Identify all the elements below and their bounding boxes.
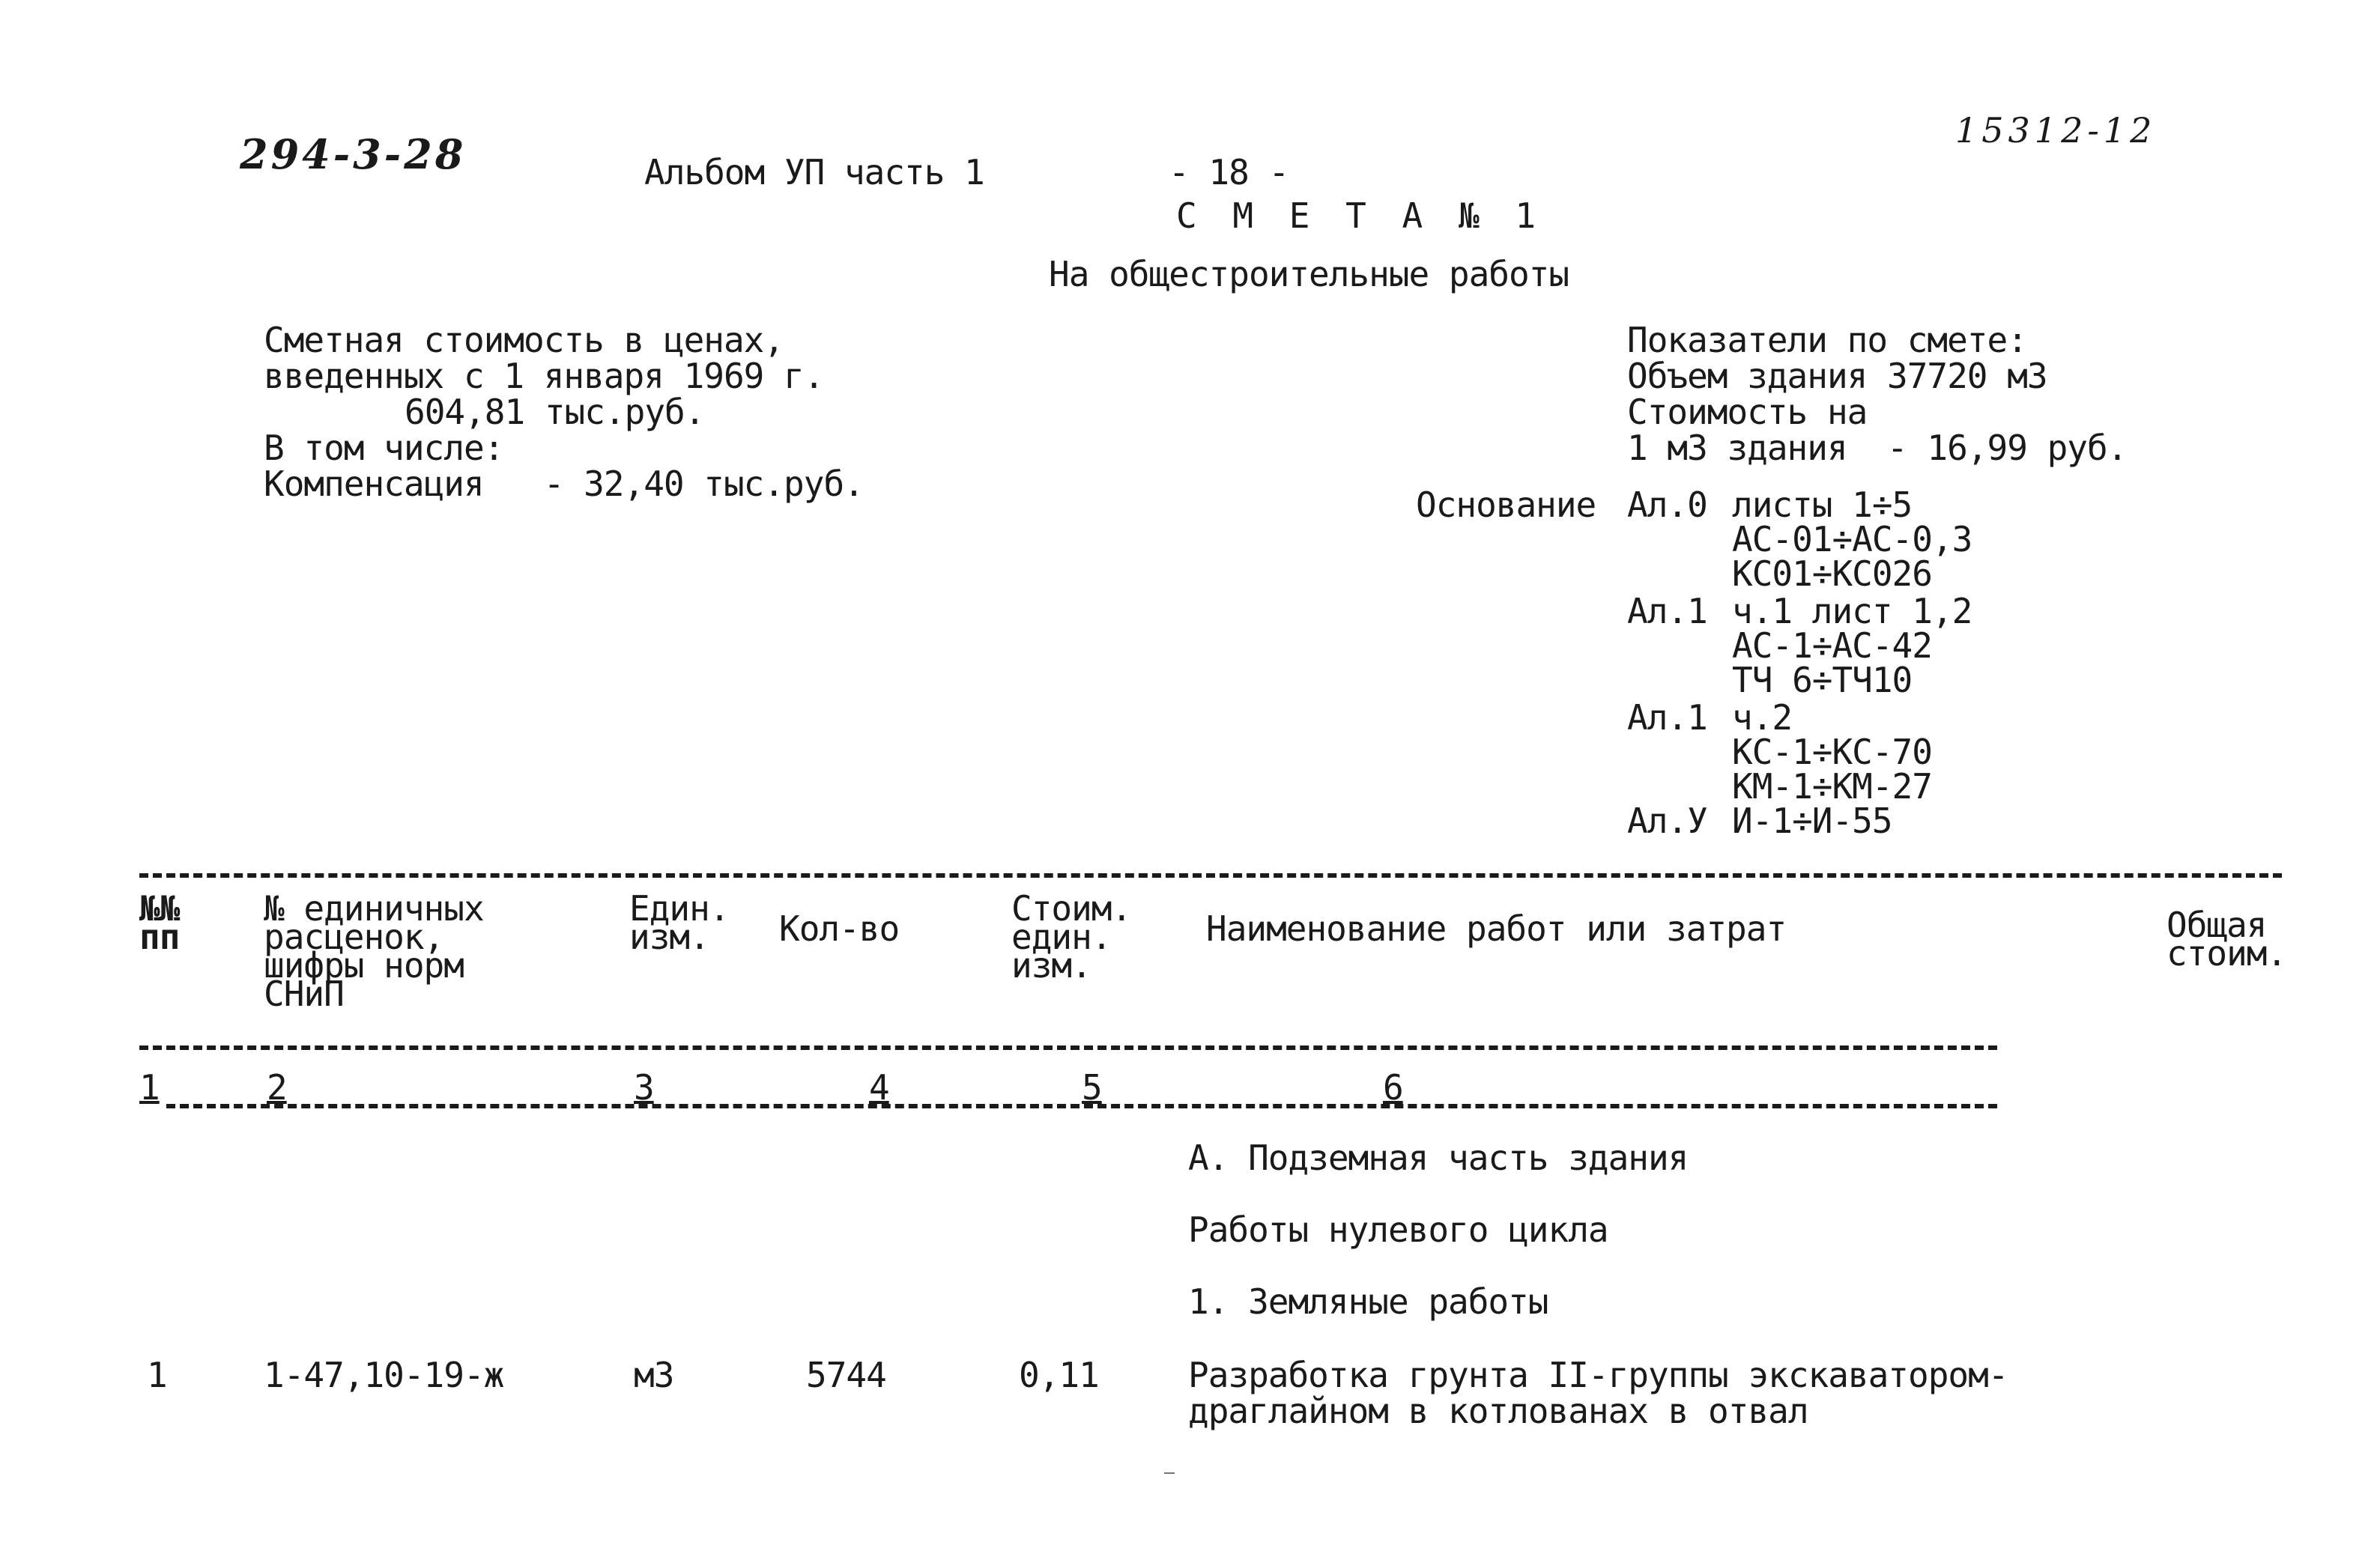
row-unit: м3 <box>634 1355 674 1395</box>
section-heading: 1. Земляные работы <box>1188 1281 1548 1322</box>
scan-speck <box>1164 1472 1175 1474</box>
table-top-rule <box>139 873 2282 878</box>
column-number: 3 <box>634 1067 654 1108</box>
column-number: 4 <box>869 1067 889 1108</box>
column-number: 6 <box>1383 1067 1403 1108</box>
total-cost: 604,81 тыс.руб. <box>405 392 705 432</box>
estimate-title: С М Е Т А № 1 <box>1176 195 1544 236</box>
row-number: 1 <box>147 1355 167 1395</box>
basis-ref: КС-1÷КС-70 <box>1732 732 1932 772</box>
header-col-unit: Един. изм. <box>629 888 730 957</box>
basis-album: Ал.У <box>1627 801 1707 841</box>
basis-album: Ал.1 <box>1627 591 1707 631</box>
basis-ref: листы 1÷5 <box>1732 485 1913 525</box>
row-code: 1-47,10-19-ж <box>264 1355 504 1395</box>
compensation-line: Компенсация - 32,40 тыс.руб. <box>264 464 864 504</box>
header-col-code: № единичных расценок, шифры норм СНиП <box>264 888 484 1014</box>
cost-per-label: Стоимость на <box>1627 392 1868 432</box>
row-work-name: Разработка грунта II-группы экскаватором- драглайном в котлованах в отвал <box>1188 1355 2008 1431</box>
column-number: 1 <box>139 1067 160 1108</box>
cost-per-m3: 1 м3 здания - 16,99 руб. <box>1627 428 2128 468</box>
column-numbers-rule <box>166 1104 1997 1108</box>
basis-ref: ТЧ 6÷ТЧ10 <box>1732 660 1913 700</box>
cost-line-4: В том числе: <box>264 428 504 468</box>
indicators-heading: Показатели по смете: <box>1627 320 2027 360</box>
basis-album: Ал.1 <box>1627 697 1707 738</box>
column-number: 2 <box>267 1067 287 1108</box>
page-number: - 18 - <box>1169 152 1289 192</box>
header-col-number: №№ пп <box>139 888 180 957</box>
basis-ref: ч.2 <box>1732 697 1793 738</box>
estimate-subtitle: На общестроительные работы <box>1049 254 1569 294</box>
cost-line-1: Сметная стоимость в ценах, <box>264 320 784 360</box>
basis-ref: АС-01÷АС-0,3 <box>1732 519 1972 559</box>
header-col-unit-cost: Стоим. един. изм. <box>1011 888 1132 986</box>
basis-album: Ал.0 <box>1627 485 1707 525</box>
section-heading: А. Подземная часть здания <box>1188 1138 1689 1178</box>
row-unit-cost: 0,11 <box>1019 1355 1099 1395</box>
album-label: Альбом УП часть 1 <box>644 152 984 192</box>
basis-label: Основание <box>1416 485 1596 525</box>
handwritten-document-code: 294-3-28 <box>240 130 467 178</box>
archive-reference: 15312-12 <box>1955 110 2157 151</box>
basis-ref: ч.1 лист 1,2 <box>1732 591 1972 631</box>
column-number: 5 <box>1082 1067 1102 1108</box>
basis-ref: КС01÷КС026 <box>1732 553 1932 594</box>
row-quantity: 5744 <box>806 1355 886 1395</box>
building-volume: Объем здания 37720 м3 <box>1627 356 2047 396</box>
header-col-qty: Кол-во <box>779 908 900 949</box>
header-bottom-rule <box>139 1045 1997 1050</box>
basis-ref: И-1÷И-55 <box>1732 801 1892 841</box>
header-col-name: Наименование работ или затрат <box>1206 908 1787 949</box>
header-col-total: Общая стоим. <box>2166 905 2287 974</box>
basis-ref: КМ-1÷КМ-27 <box>1732 766 1932 807</box>
cost-line-2: введенных с 1 января 1969 г. <box>264 356 824 396</box>
basis-ref: АС-1÷АС-42 <box>1732 625 1932 666</box>
section-heading: Работы нулевого цикла <box>1188 1210 1608 1250</box>
